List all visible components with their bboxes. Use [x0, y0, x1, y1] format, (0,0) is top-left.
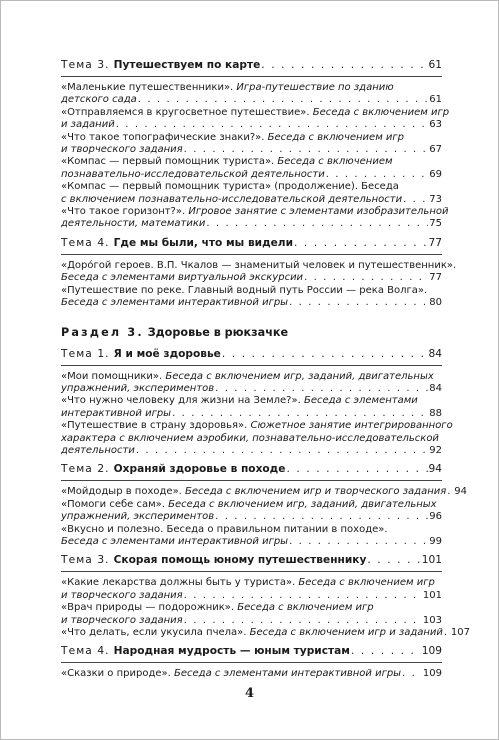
toc-entry [61, 82, 442, 107]
entry-title: «Мои помощники». [61, 370, 166, 382]
entry-description: упражнений, экспериментов [61, 382, 215, 394]
entry-line [61, 486, 468, 498]
theme-items [61, 572, 471, 642]
entry-text [61, 395, 418, 407]
entry-title: «Компас — первый помощник туриста». [61, 156, 278, 168]
entry-description: Беседа с элементами интерактивной игры [61, 535, 289, 547]
theme-heading [61, 234, 442, 255]
entry-description: Беседа с элементами [303, 395, 418, 407]
entry-page: 88 [429, 407, 442, 419]
entry-title: «Маленькие путешественники». [61, 82, 237, 93]
theme-label: Тема 3. [61, 554, 110, 567]
entry-description: Беседа с элементами интерактивной игры [61, 297, 289, 309]
entry-description: и творческого задания [61, 589, 183, 601]
entry-title: «Сказки о природе». [61, 668, 174, 680]
entry-line [61, 433, 442, 445]
leader-dots [184, 590, 422, 602]
page-number: 4 [244, 686, 255, 701]
leader-dots [184, 144, 429, 156]
toc-entry [61, 577, 442, 602]
theme-items [61, 663, 442, 683]
entry-line [61, 206, 449, 218]
entry-text [61, 408, 171, 420]
entry-line [61, 536, 442, 548]
theme-items [61, 481, 468, 551]
entry-description: Беседа с элементами виртуальной экскурсии [61, 272, 304, 284]
toc-entry [61, 259, 457, 285]
entry-line [61, 383, 442, 395]
entry-line [61, 194, 442, 206]
leader-dots [116, 119, 429, 131]
entry-description: и творческого задания [61, 614, 183, 626]
entry-page: 96 [429, 511, 442, 523]
entry-title: «Вкусно и полезно. Беседа о правильном питании в походе». [61, 523, 388, 535]
entry-description: деятельности [61, 444, 135, 456]
entry-line [61, 144, 442, 156]
entry-page: 80 [429, 297, 442, 309]
entry-page: 103 [422, 614, 442, 626]
leader-dots [351, 645, 421, 658]
theme-page: 61 [428, 59, 442, 71]
entry-line [61, 106, 450, 119]
toc-entry [61, 285, 442, 310]
toc-entry [61, 395, 442, 420]
entry-line [61, 445, 442, 457]
entry-line [61, 395, 442, 407]
entry-description: Беседа с включением игр [312, 106, 450, 118]
entry-text [61, 511, 214, 523]
entry-description: Игра-путешествие по зданию [236, 82, 394, 93]
leader-dots [367, 554, 420, 567]
entry-text [61, 602, 374, 614]
entry-text [61, 524, 388, 536]
leader-dots [403, 194, 428, 206]
entry-description: с включением познавательно-исследовательской деятельности [61, 193, 403, 205]
entry-line [61, 577, 442, 589]
entry-text [61, 181, 399, 193]
entry-text [61, 156, 393, 168]
leader-dots [136, 445, 428, 457]
leader-dots [289, 297, 428, 309]
theme-label: Тема 2. [61, 463, 110, 476]
theme-group-bottom [61, 345, 471, 684]
toc-entry [61, 668, 442, 680]
entry-text [61, 144, 183, 156]
entry-title: «Отправляемся в кругосветное путешествие». [61, 106, 313, 118]
leader-dots [222, 348, 428, 361]
leader-dots [206, 218, 428, 230]
leader-dots [326, 169, 429, 181]
toc-entry [61, 206, 449, 231]
entry-text [61, 615, 183, 627]
entry-description: Беседа с включением игр и заданий [249, 627, 443, 638]
theme-title: Скорая помощь юному путешественнику [113, 554, 367, 567]
entry-description: и заданий [61, 119, 115, 131]
entry-line [61, 119, 442, 131]
entry-description: упражнений, экспериментов [61, 511, 215, 523]
entry-description: Беседа с включением [277, 156, 393, 168]
entry-title: «Помоги себе сам». [61, 498, 169, 510]
entry-page: 94 [454, 486, 468, 498]
entry-description: Беседа с включением игр и творческого задания [185, 486, 447, 498]
entry-text [61, 169, 325, 181]
entry-text [61, 260, 456, 272]
entry-line [61, 602, 442, 614]
entry-text [61, 119, 115, 131]
entry-text [61, 486, 446, 498]
entry-line [61, 94, 442, 106]
entry-description: Беседа с включением игр, заданий, двигательных [168, 498, 437, 510]
entry-line [61, 408, 442, 420]
entry-title: «Что нужно человеку для жизни на Земле?». [61, 395, 304, 407]
entry-text [61, 285, 427, 297]
leader-dots [444, 627, 450, 639]
entry-line [61, 132, 442, 144]
entry-line [61, 218, 442, 230]
theme-title: Путешествуем по карте [113, 59, 261, 71]
entry-text [61, 420, 453, 432]
section-label: Раздел 3. [61, 325, 144, 339]
entry-page: 101 [422, 589, 442, 601]
entry-text [61, 218, 205, 230]
entry-line [61, 169, 442, 181]
entry-line [61, 420, 453, 432]
entry-title: «Доро́гой героев. В.П. Чкалов — знаменитый человек и путешественник». [61, 259, 457, 271]
theme-title: Охраняй здоровье в походе [113, 463, 286, 476]
entry-text [61, 433, 439, 445]
leader-dots [215, 383, 428, 395]
entry-line [61, 615, 442, 627]
theme-heading [61, 56, 442, 77]
entry-line [61, 285, 442, 297]
entry-title: «Какие лекарства должны быть у туриста». [61, 577, 299, 589]
leader-dots [447, 486, 453, 498]
toc-entry [61, 602, 442, 627]
section-heading [61, 313, 442, 345]
toc-entry [61, 106, 450, 132]
theme-page: 94 [428, 463, 442, 476]
entry-title: «Мойдодыр в походе». [61, 486, 186, 498]
entry-page: 109 [422, 668, 442, 680]
entry-line [61, 259, 457, 272]
toc-entry [61, 132, 442, 157]
entry-text [61, 132, 404, 144]
entry-page: 75 [429, 218, 442, 230]
theme-label: Тема 1. [61, 347, 110, 360]
entry-page: 61 [429, 94, 442, 106]
entry-text [61, 627, 443, 639]
theme-heading [61, 345, 442, 366]
entry-text [61, 499, 437, 511]
entry-description: Беседа с элементами интерактивной игры [174, 668, 402, 680]
leader-dots [215, 511, 428, 523]
entry-text [61, 536, 288, 548]
theme-label: Тема 3. [61, 59, 110, 71]
entry-description: Игровое занятие с элементами изобразительной [188, 206, 449, 218]
entry-text [61, 297, 288, 309]
theme-page: 84 [428, 347, 442, 360]
theme-heading [61, 642, 442, 663]
entry-line [61, 82, 442, 94]
leader-dots [184, 615, 422, 627]
entry-line [61, 156, 442, 168]
entry-description: Беседа с включением игр [237, 602, 374, 614]
leader-dots [138, 94, 428, 106]
leader-dots [289, 536, 428, 548]
entry-description: Беседа с включением игр [267, 131, 405, 143]
entry-line [61, 181, 442, 193]
table-of-contents [61, 56, 471, 684]
toc-entry [61, 156, 442, 181]
theme-items [61, 77, 450, 234]
entry-text [61, 206, 448, 218]
entry-text [61, 82, 394, 94]
entry-line [61, 627, 471, 639]
theme-page: 101 [421, 554, 442, 567]
entry-text [61, 668, 401, 680]
entry-line [61, 297, 442, 309]
toc-entry [61, 524, 442, 549]
entry-text [61, 590, 183, 602]
entry-text [61, 383, 214, 395]
entry-description: и творческого задания [61, 144, 183, 156]
entry-page: 84 [429, 382, 442, 394]
entry-page: 73 [429, 193, 442, 205]
entry-description: интерактивной игры [61, 407, 172, 419]
entry-description: характера с включением аэробики, познавательно-исследовательской [61, 432, 439, 444]
leader-dots [286, 463, 427, 476]
entry-text [61, 194, 402, 206]
theme-label: Тема 4. [61, 236, 110, 249]
theme-heading [61, 551, 442, 572]
entry-page: 77 [429, 272, 442, 284]
entry-title: «Врач природы — подорожник». [61, 602, 238, 614]
toc-entry [61, 627, 471, 639]
entry-description: Сюжетное занятие интегрированного [250, 420, 453, 432]
entry-description: познавательно-исследовательской деятельности [61, 168, 325, 180]
leader-dots [294, 237, 428, 250]
entry-description: Беседа с включением игр [298, 577, 435, 589]
entry-title: «Что делать, если укусила пчела». [61, 627, 250, 638]
leader-dots [172, 408, 428, 420]
entry-page: 63 [429, 119, 442, 131]
entry-title: «Путешествие по реке. Главный водный путь России — река Волга». [61, 284, 428, 296]
entry-text [61, 94, 137, 106]
entry-line [61, 668, 442, 680]
theme-items [61, 366, 453, 461]
entry-line [61, 511, 442, 523]
entry-title: «Что такое горизонт?». [61, 206, 189, 218]
entry-line [61, 371, 442, 383]
entry-description: детского сада [61, 94, 137, 106]
theme-title: Где мы были, что мы видели [113, 236, 293, 249]
entry-line [61, 590, 442, 602]
toc-entry [61, 499, 442, 524]
toc-entry [61, 181, 442, 206]
entry-page: 107 [450, 627, 471, 638]
entry-title: «Компас — первый помощник туриста» (продолжение). Беседа [61, 181, 399, 193]
entry-text [61, 371, 434, 383]
entry-text [61, 577, 435, 589]
theme-label: Тема 4. [61, 645, 110, 658]
leader-dots [402, 668, 422, 680]
theme-title: Я и моё здоровье [113, 347, 221, 360]
toc-entry [61, 486, 468, 498]
leader-dots [304, 272, 428, 284]
entry-line [61, 272, 442, 284]
entry-page: 69 [429, 168, 442, 180]
theme-group-top [61, 56, 457, 313]
entry-title: «Путешествие в страну здоровья». [61, 420, 251, 432]
entry-title: «Что такое топографические знаки?». [61, 131, 268, 143]
theme-heading [61, 460, 442, 481]
theme-page: 77 [428, 236, 442, 249]
entry-page: 92 [429, 444, 442, 456]
leader-dots [261, 59, 427, 72]
entry-line [61, 499, 442, 511]
entry-text [61, 272, 303, 284]
theme-items [61, 255, 457, 313]
theme-title: Народная мудрость — юным туристам [113, 645, 350, 658]
toc-entry [61, 371, 442, 396]
entry-page: 67 [429, 144, 442, 156]
entry-page: 99 [429, 535, 442, 547]
entry-text [61, 107, 449, 119]
toc-entry [61, 420, 453, 457]
entry-description: Беседа с включением игр, заданий, двигательных [165, 370, 434, 382]
entry-text [61, 445, 135, 457]
entry-line [61, 524, 442, 536]
theme-page: 109 [421, 645, 442, 658]
entry-description: деятельности, математики [61, 218, 206, 230]
section-title: Здоровье в рюкзачке [147, 325, 289, 339]
